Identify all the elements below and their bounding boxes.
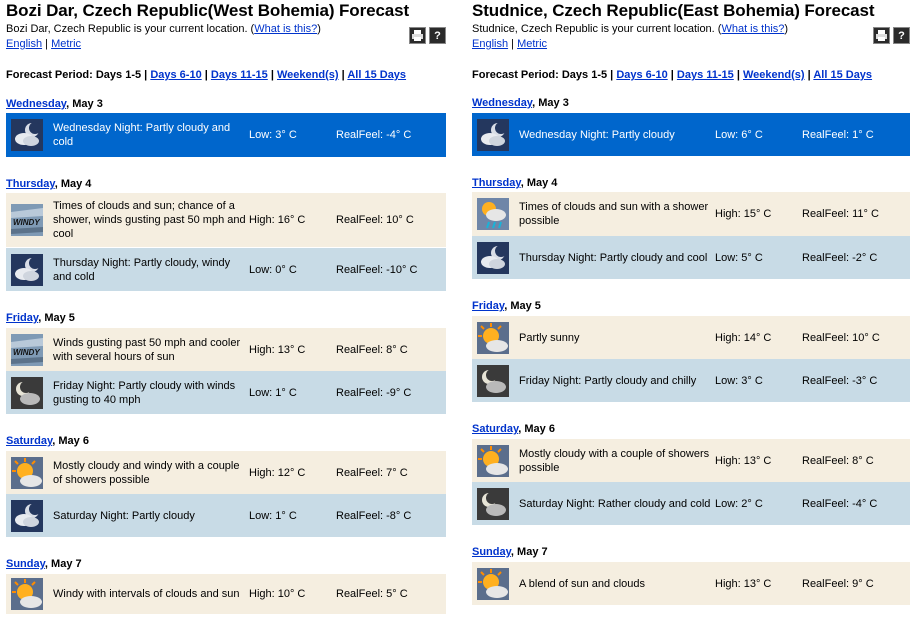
temperature: Low: 3° C <box>715 374 763 387</box>
realfeel: RealFeel: 1° C <box>802 128 874 141</box>
moon-clouds-icon <box>477 488 509 520</box>
sun-showers-icon <box>477 198 509 230</box>
realfeel: RealFeel: 10° C <box>802 331 880 344</box>
all-15-days-link[interactable]: All 15 Days <box>813 69 873 81</box>
day-date: , May 4 <box>54 178 92 190</box>
help-button[interactable]: ? <box>893 27 910 44</box>
realfeel: RealFeel: -3° C <box>802 374 878 387</box>
partly-cloudy-night-icon <box>477 242 509 274</box>
toolbar <box>873 27 910 44</box>
metric-link[interactable]: Metric <box>517 38 548 50</box>
forecast-row[interactable] <box>6 494 446 537</box>
day-date: , May 5 <box>38 312 75 324</box>
realfeel: RealFeel: -10° C <box>336 263 418 276</box>
forecast-description: Saturday Night: Partly cloudy <box>53 509 195 522</box>
sun-clouds-icon <box>477 568 509 600</box>
forecast-description: Saturday Night: Rather cloudy and cold <box>519 497 711 510</box>
help-button[interactable]: ? <box>429 27 446 44</box>
temperature: High: 13° C <box>715 577 772 590</box>
metric-link[interactable]: Metric <box>51 38 82 50</box>
forecast-description: Thursday Night: Partly cloudy and cool <box>519 251 708 264</box>
weekends-link[interactable]: Weekend(s) <box>743 69 805 81</box>
forecast-row[interactable] <box>6 193 446 247</box>
day-date: , May 6 <box>518 423 555 435</box>
temperature: Low: 0° C <box>249 263 297 276</box>
page-title: Studnice, Czech Republic(East Bohemia) Forecast <box>472 1 875 20</box>
day-date: , May 6 <box>52 435 89 447</box>
temperature: High: 13° C <box>249 343 306 356</box>
temperature: High: 13° C <box>715 454 772 467</box>
days-6-10-link[interactable]: Days 6-10 <box>150 69 202 81</box>
partly-cloudy-night-icon <box>11 254 43 286</box>
forecast-description: Friday Night: Partly cloudy with winds gusting to 40 mph <box>53 379 236 406</box>
forecast-row[interactable] <box>472 482 910 525</box>
forecast-row[interactable] <box>472 316 910 359</box>
toolbar <box>409 27 446 44</box>
units-separator: | <box>42 38 52 50</box>
forecast-description: Wednesday Night: Partly cloudy <box>519 128 675 141</box>
forecast-description: Windy with intervals of clouds and sun <box>53 588 240 600</box>
weekday-link[interactable]: Sunday <box>472 546 511 558</box>
weekday-link[interactable]: Wednesday <box>6 98 67 110</box>
forecast-description: Times of clouds and sun; chance of a shower, winds gusting past 50 mph and cool <box>53 200 246 240</box>
realfeel: RealFeel: 8° C <box>802 454 874 467</box>
days-11-15-link[interactable]: Days 11-15 <box>676 69 734 81</box>
realfeel: RealFeel: -9° C <box>336 386 412 399</box>
day-heading <box>6 312 75 324</box>
windy-icon <box>11 204 43 236</box>
days-6-10-link[interactable]: Days 6-10 <box>616 69 668 81</box>
temperature: Low: 1° C <box>249 509 297 522</box>
day-heading <box>472 300 541 312</box>
realfeel: RealFeel: -4° C <box>336 129 412 141</box>
location-end: ) <box>784 23 789 35</box>
day-date: , May 3 <box>66 98 103 110</box>
weekday-link[interactable]: Thursday <box>472 177 521 189</box>
what-is-this-link[interactable]: What is this? <box>254 23 318 35</box>
forecast-row[interactable] <box>6 574 446 614</box>
printer-icon[interactable] <box>409 27 426 44</box>
weekday-link[interactable]: Wednesday <box>472 97 533 109</box>
forecast-row[interactable] <box>472 192 910 236</box>
temperature: High: 12° C <box>249 466 306 479</box>
temperature: High: 10° C <box>249 588 306 600</box>
forecast-description: Wednesday Night: Partly cloudy and cold <box>53 122 231 148</box>
days-11-15-link[interactable]: Days 11-15 <box>210 69 268 81</box>
location-text: Bozi Dar, Czech Republic is your current location. ( <box>6 23 255 35</box>
sun-clouds-icon <box>477 445 509 477</box>
day-date: , May 7 <box>44 558 82 570</box>
location-line <box>472 23 788 35</box>
realfeel: RealFeel: -4° C <box>802 497 878 510</box>
partly-cloudy-night-icon <box>11 119 43 151</box>
temperature: High: 14° C <box>715 331 772 344</box>
forecast-description: Partly sunny <box>519 331 580 344</box>
weekday-link[interactable]: Thursday <box>6 178 55 190</box>
forecast-description: A blend of sun and clouds <box>519 577 645 590</box>
temperature: Low: 1° C <box>249 386 297 399</box>
english-link[interactable]: English <box>6 38 43 50</box>
period-label: Forecast Period: Days 1-5 <box>472 69 608 81</box>
units-separator: | <box>508 38 518 50</box>
day-heading <box>472 546 548 558</box>
day-heading <box>472 97 569 109</box>
forecast-period-nav: Forecast Period: Days 1-5 | Days 6-10 | Days 11-15 | Weekend(s) | All 15 Days <box>6 69 407 81</box>
day-heading <box>6 558 82 570</box>
forecast-row[interactable] <box>472 236 910 279</box>
temperature: Low: 5° C <box>715 251 763 264</box>
forecast-description: Winds gusting past 50 mph and cooler with several hours of sun <box>53 336 241 363</box>
forecast-description: Friday Night: Partly cloudy and chilly <box>519 374 697 387</box>
forecast-row[interactable] <box>6 248 446 291</box>
page-title: Bozi Dar, Czech Republic(West Bohemia) Forecast <box>6 1 410 20</box>
forecast-row[interactable] <box>6 451 446 494</box>
all-15-days-link[interactable]: All 15 Days <box>347 69 407 81</box>
location-text: Studnice, Czech Republic is your current location. ( <box>472 23 722 35</box>
forecast-period-nav: Forecast Period: Days 1-5 | Days 6-10 | Days 11-15 | Weekend(s) | All 15 Days <box>472 69 873 81</box>
units-line <box>6 38 81 50</box>
windy-icon <box>11 334 43 366</box>
weekends-link[interactable]: Weekend(s) <box>277 69 339 81</box>
forecast-row[interactable] <box>6 328 446 371</box>
period-label: Forecast Period: Days 1-5 <box>6 69 142 81</box>
forecast-row[interactable] <box>472 359 910 402</box>
forecast-row[interactable] <box>6 113 446 157</box>
moon-clouds-icon <box>477 365 509 397</box>
printer-icon[interactable] <box>873 27 890 44</box>
weekday-link[interactable]: Saturday <box>472 423 519 435</box>
temperature: Low: 2° C <box>715 497 763 510</box>
realfeel: RealFeel: 8° C <box>336 343 408 356</box>
svg-text:WINDY: WINDY <box>13 218 40 227</box>
moon-clouds-icon <box>11 377 43 409</box>
day-heading <box>6 435 89 447</box>
realfeel: RealFeel: 9° C <box>802 577 874 590</box>
day-heading <box>472 177 557 189</box>
forecast-row[interactable] <box>472 113 910 156</box>
forecast-description: Thursday Night: Partly cloudy, windy and cold <box>53 256 231 283</box>
temperature: Low: 6° C <box>715 128 763 141</box>
location-line <box>6 23 321 35</box>
day-heading <box>6 98 103 110</box>
weekday-link[interactable]: Friday <box>472 300 505 312</box>
day-date: , May 4 <box>520 177 558 189</box>
partly-cloudy-night-icon <box>11 500 43 532</box>
day-heading <box>472 423 555 435</box>
day-date: , May 7 <box>510 546 548 558</box>
temperature: Low: 3° C <box>249 129 297 141</box>
forecast-row[interactable] <box>472 562 910 605</box>
realfeel: RealFeel: 11° C <box>802 208 879 220</box>
weekday-link[interactable]: Friday <box>6 312 39 324</box>
forecast-description: Times of clouds and sun with a shower possible <box>519 201 709 227</box>
day-date: , May 5 <box>504 300 541 312</box>
partly-cloudy-night-icon <box>477 119 509 151</box>
forecast-row[interactable] <box>6 371 446 414</box>
location-end: ) <box>317 23 321 35</box>
realfeel: RealFeel: -2° C <box>802 251 878 264</box>
temperature: High: 16° C <box>249 214 306 226</box>
realfeel: RealFeel: 7° C <box>336 466 408 479</box>
sun-clouds-icon <box>11 457 43 489</box>
temperature: High: 15° C <box>715 208 772 220</box>
svg-text:WINDY: WINDY <box>13 347 40 357</box>
sun-clouds-icon <box>11 578 43 610</box>
day-heading <box>6 178 91 190</box>
what-is-this-link[interactable]: What is this? <box>721 23 785 35</box>
forecast-row[interactable] <box>472 439 910 482</box>
realfeel: RealFeel: 10° C <box>336 214 414 226</box>
units-line <box>472 38 547 50</box>
weekday-link[interactable]: Saturday <box>6 435 53 447</box>
sun-clouds-icon <box>477 322 509 354</box>
forecast-description: Mostly cloudy with a couple of showers possible <box>519 447 710 474</box>
weekday-link[interactable]: Sunday <box>6 558 45 570</box>
forecast-description: Mostly cloudy and windy with a couple of showers possible <box>53 459 240 486</box>
realfeel: RealFeel: -8° C <box>336 509 412 522</box>
day-date: , May 3 <box>532 97 569 109</box>
english-link[interactable]: English <box>472 38 509 50</box>
realfeel: RealFeel: 5° C <box>336 588 408 600</box>
